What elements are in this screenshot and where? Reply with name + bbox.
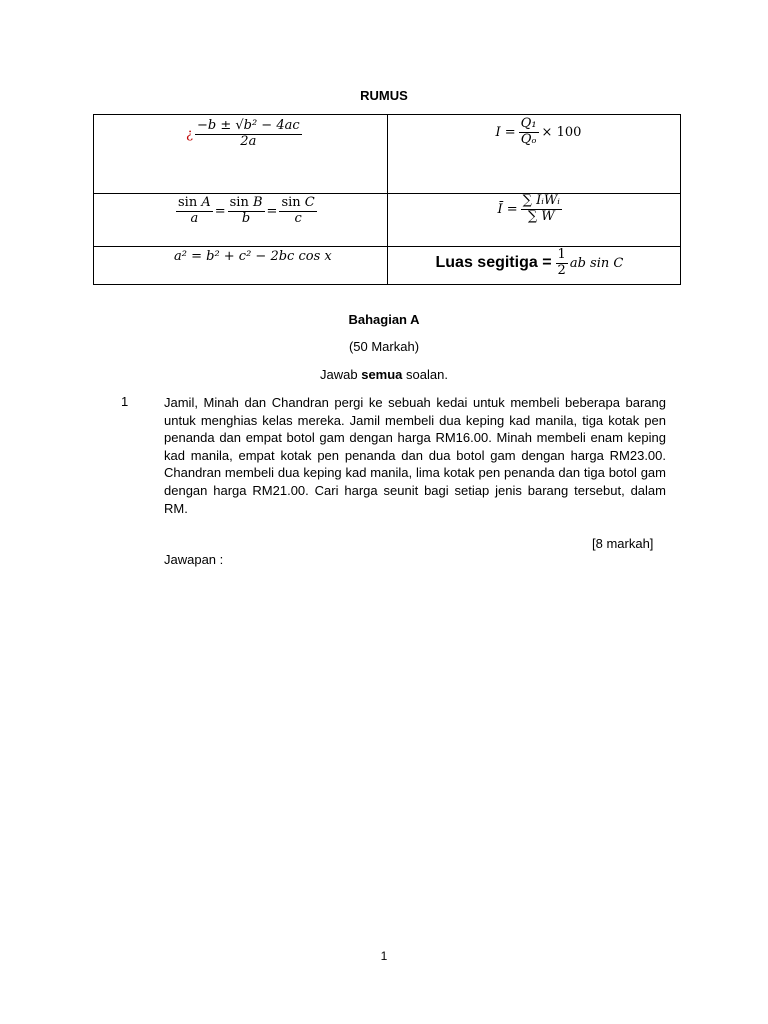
composite-numerator: ∑ IᵢWᵢ (522, 193, 560, 208)
index-denominator: Qₒ (520, 131, 537, 147)
quadratic-formula (195, 119, 302, 150)
formula-cell-sine-rule: $\frac{\text{sin A}}{a}$ = $\frac{\text{sin B}}{b}$ = $\frac{\text{sin C}}{c}$ (94, 194, 388, 247)
formula-cell-index (387, 115, 681, 194)
formula-cell-cosine-rule (94, 247, 388, 285)
area-label: Luas segitiga = (435, 254, 552, 272)
sine-fraction-a: $\frac{\text{sin A}}{a}$ (178, 195, 211, 226)
sine-fraction-c: $\frac{\text{sin C}}{c}$ (281, 195, 315, 226)
index-lhs: I = (495, 124, 516, 140)
cosine-rule: a² = b² + c² − 2bc cos x (174, 249, 332, 264)
formula-cell-composite-index (387, 194, 681, 247)
sine-fraction-b: $\frac{\text{sin B}}{b}$ (229, 195, 263, 226)
question-marks: [8 markah] (592, 536, 654, 551)
composite-fraction (521, 194, 562, 225)
index-numerator: Q₁ (520, 116, 537, 131)
area-rhs: ab sin C (569, 255, 624, 271)
formula-cell-quadratic (94, 115, 388, 194)
question-number: 1 (121, 394, 129, 409)
section-heading: Bahagian A (348, 312, 420, 327)
formula-table (93, 114, 681, 285)
question-text: Jamil, Minah dan Chandran pergi ke sebuah kedai untuk membeli beberapa barang untuk menghias kelas mereka. Jamil membeli dua keping kad manila, tiga kotak pen penanda dan empat botol gam dengan harga RM16.00. Minah membeli enam keping kad manila, empat kotak pen penanda dan dua botol gam dengan harga RM23.00. Chandran membeli dua keping kad manila, lima kotak pen penanda dan tiga botol gam dengan harga RM21.00. Cari harga seunit bagi setiap jenis barang tersebut, dalam RM. (164, 395, 666, 516)
section-marks: (50 Markah) (348, 339, 420, 354)
quadratic-mark: ¿ (186, 126, 193, 142)
quadratic-denominator: 2a (240, 133, 257, 149)
area-numerator: 1 (557, 247, 566, 262)
composite-lhs: Ī = (497, 201, 518, 217)
area-fraction (556, 248, 568, 279)
page-number: 1 (380, 949, 388, 963)
answer-label: Jawapan : (164, 552, 224, 567)
area-denominator: 2 (557, 262, 566, 278)
index-fraction (519, 117, 539, 148)
section-instruction: Jawab semua soalan. (320, 367, 448, 382)
composite-denominator: ∑ W (527, 208, 555, 224)
quadratic-numerator: −b ± √b² − 4ac (196, 118, 300, 133)
index-rhs: × 100 (541, 124, 582, 140)
formula-title: RUMUS (360, 88, 408, 103)
formula-cell-triangle-area (387, 247, 681, 285)
